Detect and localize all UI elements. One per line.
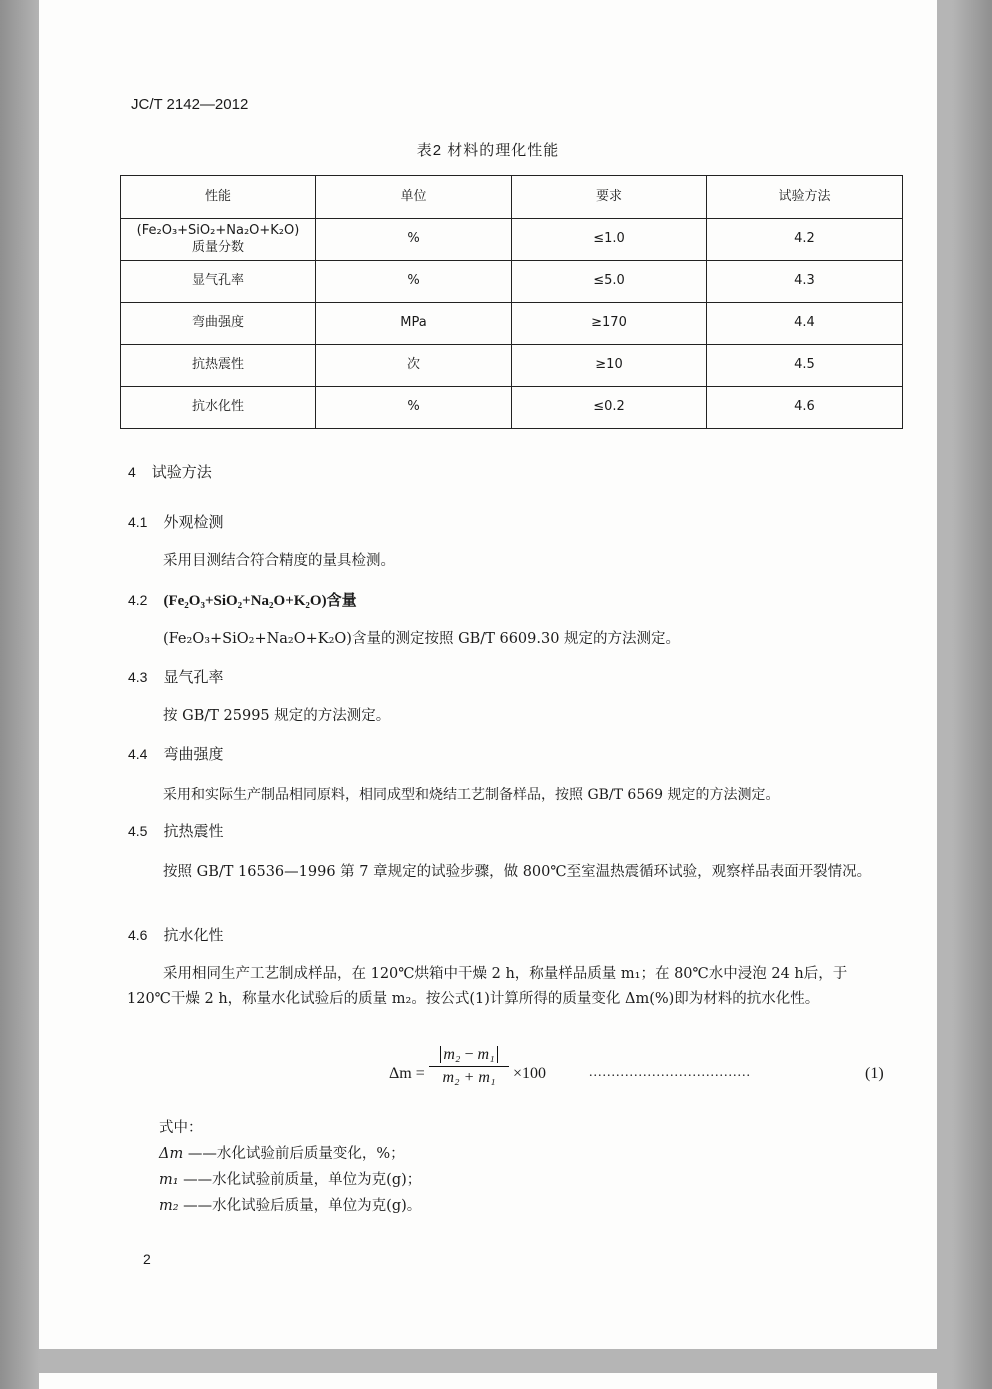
cell-requirement: ≥170 — [512, 303, 707, 345]
table-header-row — [121, 176, 903, 219]
section-text-4-4: 采用和实际生产制品相同原料，相同成型和烧结工艺制备样品，按照 GB/T 6569 规定的方法测定。 — [163, 787, 780, 803]
section-number: 4.5 — [128, 823, 148, 839]
cell-method: 4.2 — [707, 219, 903, 261]
header-test-method: 试验方法 — [707, 176, 903, 219]
table-row — [121, 345, 903, 387]
variable-desc: ——水化试验后质量，单位为克(g)。 — [183, 1198, 422, 1214]
section-title: 抗热震性 — [163, 822, 224, 840]
formula-lhs: Δm = — [389, 1065, 425, 1082]
table-row — [121, 387, 903, 429]
cell-unit: % — [316, 219, 512, 261]
formula-fraction — [429, 1046, 509, 1087]
variable-symbol: m₂ — [159, 1198, 179, 1214]
section-number: 4.4 — [128, 746, 148, 762]
cell-property: 弯曲强度 — [121, 303, 316, 345]
formula-multiplier: ×100 — [513, 1065, 547, 1082]
variable-item — [159, 1193, 421, 1219]
variable-item — [159, 1167, 421, 1193]
section-heading-4-1 — [128, 511, 223, 532]
section-heading-4 — [128, 461, 212, 482]
table-row — [121, 261, 903, 303]
section-title: (Fe₂O₃+SiO₂+Na₂O+K₂O)含量 — [163, 593, 357, 609]
section-heading-4-6 — [128, 924, 223, 945]
standard-code: JC/T 2142—2012 — [131, 96, 249, 113]
cell-method: 4.5 — [707, 345, 903, 387]
denominator-expr: m₂ + m₁ — [442, 1069, 496, 1086]
variable-symbol: Δm — [159, 1146, 184, 1162]
cell-requirement: ≤1.0 — [512, 219, 707, 261]
variable-definitions — [159, 1115, 421, 1219]
table-row — [121, 303, 903, 345]
section-title: 显气孔率 — [163, 668, 224, 686]
cell-requirement: ≥10 — [512, 345, 707, 387]
table-row — [121, 219, 903, 261]
cell-requirement: ≤5.0 — [512, 261, 707, 303]
section-title: 抗水化性 — [163, 926, 224, 944]
document-page — [39, 0, 937, 1349]
section-title: 试验方法 — [151, 463, 212, 481]
header-requirement: 要求 — [512, 176, 707, 219]
variables-intro: 式中： — [159, 1120, 203, 1136]
header-property: 性能 — [121, 176, 316, 219]
cell-unit: % — [316, 387, 512, 429]
section-number: 4.1 — [128, 514, 148, 530]
cell-method: 4.4 — [707, 303, 903, 345]
cell-unit: 次 — [316, 345, 512, 387]
cell-unit: % — [316, 261, 512, 303]
variable-desc: ——水化试验前质量，单位为克(g)； — [183, 1172, 422, 1188]
table-title: 表2 材料的理化性能 — [416, 142, 560, 159]
cell-method: 4.6 — [707, 387, 903, 429]
cell-property: 显气孔率 — [121, 261, 316, 303]
equation-number: (1) — [865, 1065, 884, 1082]
cell-requirement: ≤0.2 — [512, 387, 707, 429]
section-number: 4.2 — [128, 592, 148, 608]
section-text-4-1: 采用目测结合符合精度的量具检测。 — [163, 553, 395, 569]
section-text-4-5: 按照 GB/T 16536—1996 第 7 章规定的试验步骤，做 800℃至室温热震循环试验，观察样品表面开裂情况。 — [163, 864, 872, 880]
cell-method: 4.3 — [707, 261, 903, 303]
page-number: 2 — [143, 1251, 151, 1267]
section-text-4-2: (Fe₂O₃+SiO₂+Na₂O+K₂O)含量的测定按照 GB/T 6609.30 规定的方法测定。 — [163, 631, 681, 647]
section-number: 4.6 — [128, 927, 148, 943]
properties-table — [120, 175, 903, 429]
var-m1: m₁ — [477, 1046, 495, 1063]
section-heading-4-2 — [128, 589, 357, 610]
fraction-denominator — [429, 1067, 509, 1087]
section-title: 弯曲强度 — [163, 745, 224, 763]
var-m2: m₂ — [443, 1046, 461, 1063]
section-number: 4.3 — [128, 669, 148, 685]
cell-property: 抗热震性 — [121, 345, 316, 387]
property-line: (Fe₂O₃+SiO₂+Na₂O+K₂O) — [136, 223, 300, 239]
section-text-4-3: 按 GB/T 25995 规定的方法测定。 — [163, 708, 391, 724]
property-line: 质量分数 — [191, 239, 244, 255]
cell-property: 抗水化性 — [121, 387, 316, 429]
section-title: 外观检测 — [163, 513, 224, 531]
section-heading-4-3 — [128, 666, 223, 687]
section-heading-4-5 — [128, 820, 223, 841]
variable-symbol: m₁ — [159, 1172, 179, 1188]
abs-value — [440, 1046, 497, 1063]
variable-item — [159, 1141, 421, 1167]
section-heading-4-4 — [128, 743, 223, 764]
variable-desc: ——水化试验前后质量变化，%； — [187, 1146, 405, 1162]
section-text-4-6: 采用相同生产工艺制成样品，在 120℃烘箱中干燥 2 h，称量样品质量 m₁；在 80℃水中浸泡 24 h后，于 120℃干燥 2 h，称量水化试验后的质量 m₂。按公式(1)计算所得的质量变化 Δm(%)即为材料的抗水化性。 — [127, 966, 848, 1007]
cell-unit: MPa — [316, 303, 512, 345]
header-unit: 单位 — [316, 176, 512, 219]
next-page-edge — [39, 1373, 937, 1389]
section-number: 4 — [128, 464, 136, 480]
formula-dot-leader: .................................... — [589, 1065, 751, 1080]
fraction-numerator — [429, 1046, 509, 1067]
minus-sign: − — [460, 1046, 478, 1063]
formula-1 — [389, 1038, 889, 1110]
cell-property — [121, 219, 316, 261]
